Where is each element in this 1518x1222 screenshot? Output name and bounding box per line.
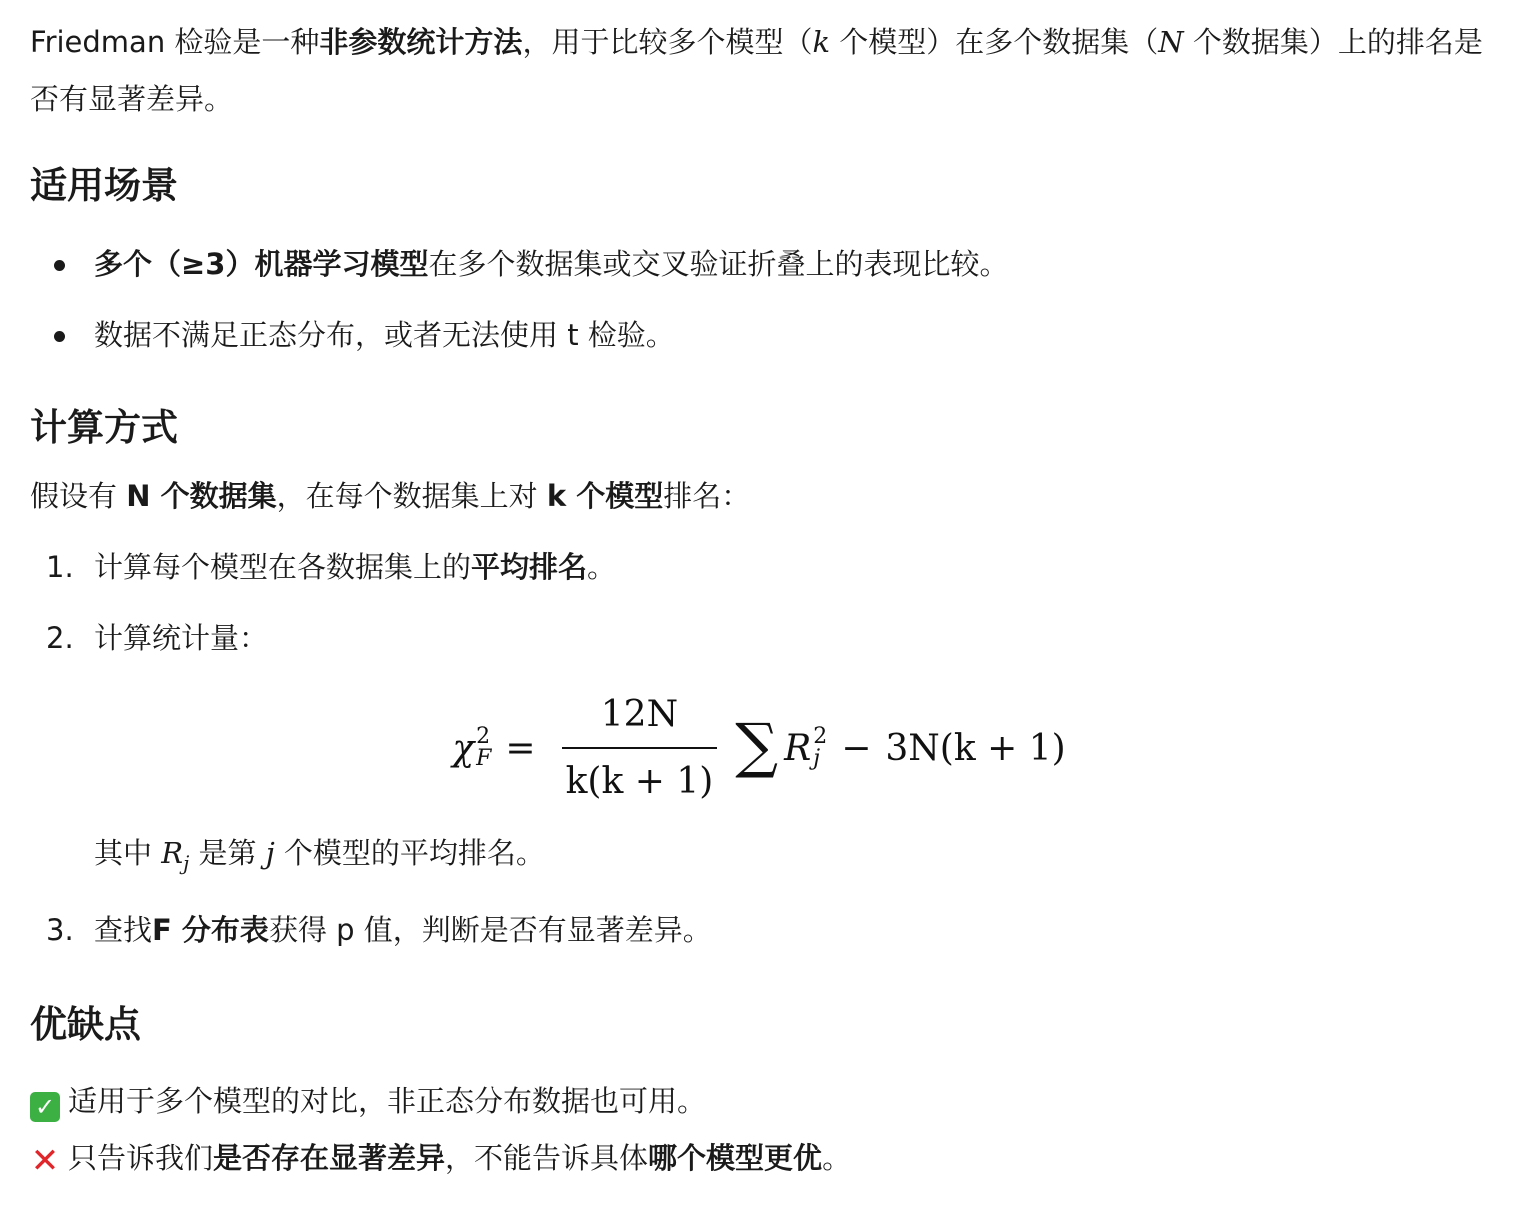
friedman-formula [30,673,1488,823]
cross-mark-icon: ✕ [30,1140,60,1181]
note-math-r-sub: j [183,850,190,875]
step-number: 1. [46,550,74,584]
bullet-icon [54,260,65,271]
formula-minus: − [841,727,872,769]
calculation-steps [30,539,1488,959]
scenario-text: 在多个数据集或交叉验证折叠上的表现比较。 [428,247,1009,281]
bullet-icon [54,331,65,342]
step-text: 查找 [94,912,153,947]
formula-tail: 3N(k + 1) [885,727,1066,769]
list-item [30,539,1488,596]
formula-chi-sub: F [476,746,492,771]
intro-math-k: k [812,25,831,59]
intro-text-4: 个数据集）上的排名是否有显著差异。 [30,25,1483,116]
formula-denominator: k(k + 1) [562,747,718,810]
heading-pros-cons: 优缺点 [30,1002,141,1046]
note-text-3: 个模型的平均排名。 [274,836,545,870]
formula-equals: = [505,727,536,769]
step-bold: 平均排名 [471,550,588,584]
pro-text: 适用于多个模型的对比，非正态分布数据也可用。 [68,1083,707,1118]
step-tail: 。 [587,550,617,584]
heading-calculation: 计算方式 [30,406,178,449]
formula-r-sub: j [813,746,821,771]
lead-text-3: 排名： [663,479,751,513]
formula-r-scripts [813,726,827,770]
list-item [30,610,1488,892]
list-item [30,236,1488,293]
note-math-r: R [161,836,184,870]
check-mark-button-icon: ✓ [30,1092,60,1122]
formula-note [94,825,1488,892]
step-text: 计算每个模型在各数据集上的 [94,550,472,584]
formula-fraction [562,686,718,810]
intro-paragraph [30,14,1488,128]
formula-sum: ∑ [735,711,779,781]
list-item [30,307,1488,364]
formula-numerator: 12N [600,694,679,735]
lead-bold-k-models: k 个模型 [546,479,664,513]
formula-chi-sup: 2 [476,724,491,749]
list-item [30,902,1488,959]
con-bold-1: 是否存在显著差异 [213,1140,446,1175]
intro-text-2: ，用于比较多个模型（ [522,25,813,59]
scenario-bold: 多个（≥3）机器学习模型 [94,247,429,281]
intro-text-1: Friedman 检验是一种 [30,25,320,59]
heading-scenarios: 适用场景 [30,164,178,207]
formula-r-sup: 2 [813,724,828,749]
note-math-j: j [265,836,275,870]
step-number: 2. [46,621,74,655]
lead-text-2: ，在每个数据集上对 [276,479,547,513]
step-bold: F 分布表 [152,912,269,947]
step-number: 3. [46,912,74,947]
con-bold-2: 哪个模型更优 [648,1140,823,1175]
step-text: 计算统计量： [94,621,269,655]
scenario-text: 数据不满足正态分布，或者无法使用 t 检验。 [94,318,675,352]
intro-bold-nonparametric: 非参数统计方法 [319,25,523,59]
con-text-3: 。 [822,1140,852,1175]
con-line [30,1130,1488,1187]
formula-chi: χ [452,727,475,769]
intro-math-n: N [1158,25,1184,59]
lead-text-1: 假设有 [30,479,127,513]
formula-r: R [784,727,812,769]
con-text-1: 只告诉我们 [68,1140,214,1175]
lead-bold-n-datasets: N 个数据集 [126,479,277,513]
note-text-2: 是第 [189,836,266,870]
intro-text-3: 个模型）在多个数据集（ [830,25,1159,59]
note-text-1: 其中 [94,836,162,870]
scenario-list [30,236,1488,364]
calculation-lead [30,468,1488,525]
step-tail: 获得 p 值，判断是否有显著差异。 [268,912,712,947]
pro-line [30,1073,1488,1130]
con-text-2: ，不能告诉具体 [445,1140,649,1175]
formula-chi-scripts [476,726,491,770]
